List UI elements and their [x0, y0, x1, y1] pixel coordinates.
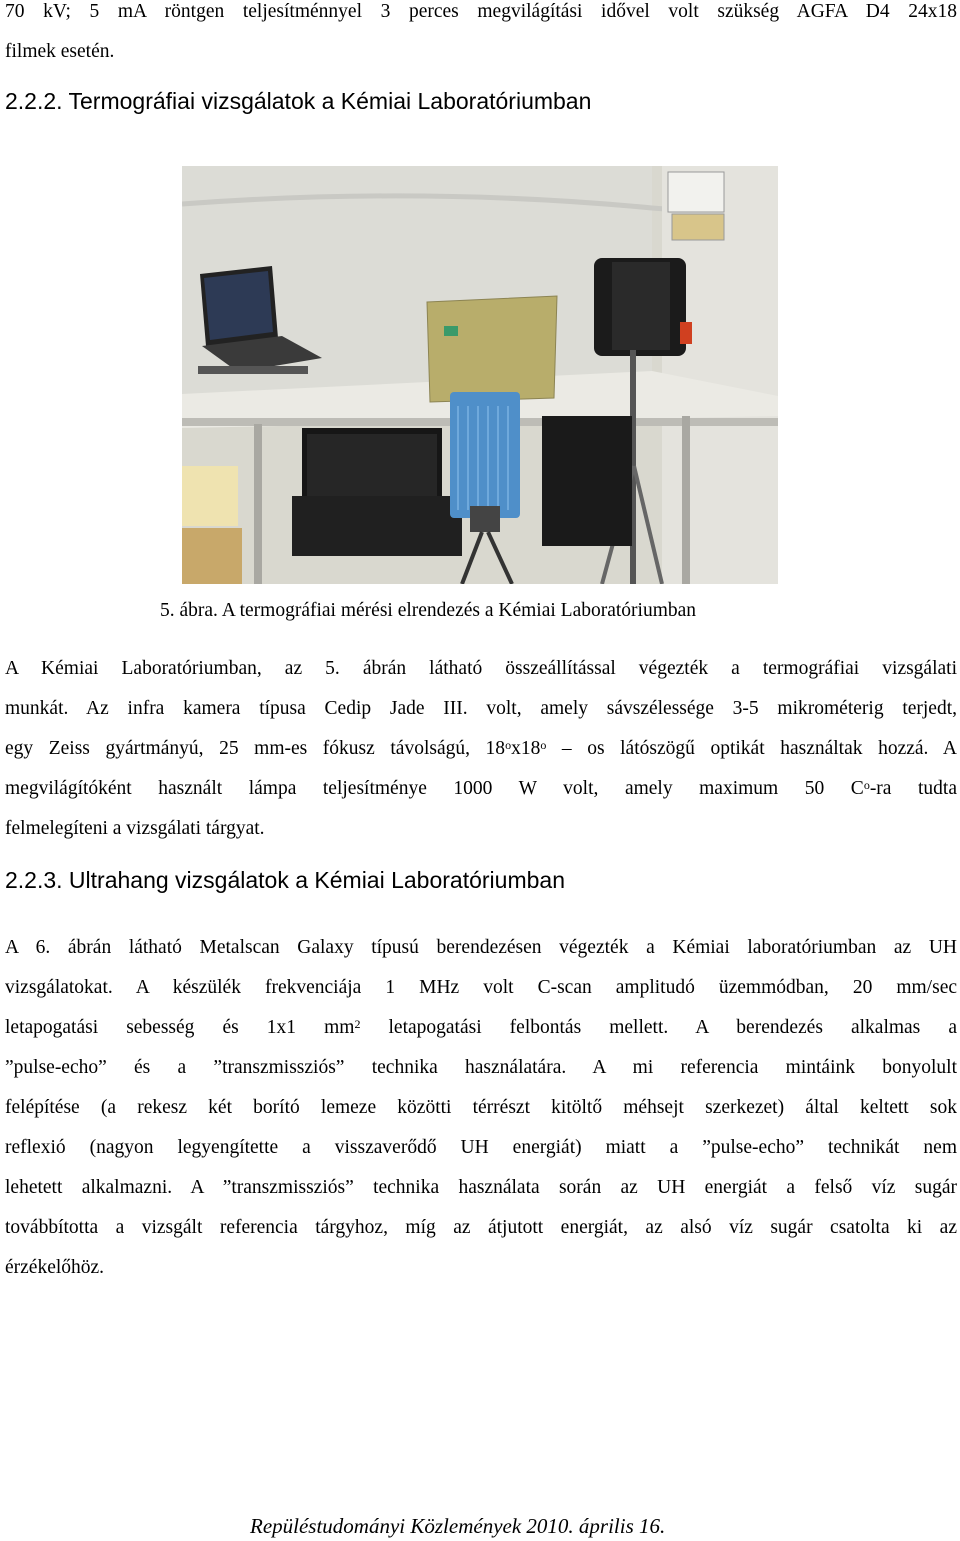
para2-line-3 [5, 1008, 957, 1048]
figure-caption: 5. ábra. A termográfiai mérési elrendezés a Kémiai Laboratóriumban [160, 600, 697, 621]
paragraph-ultrasound [5, 928, 957, 1288]
para1-line-4-b: -ra tudta [869, 778, 957, 799]
para2-line-6: reflexió (nagyon legyengítette a visszaverődő UH energiát) miatt a ”pulse-echo” technikát nem [5, 1137, 957, 1158]
para2-line-9: érzékelőhöz. [5, 1257, 105, 1278]
para1-line-1: A Kémiai Laboratóriumban, az 5. ábrán látható összeállítással végezték a termográfiai vizsgálati [5, 658, 957, 679]
para1-line-3-a: egy Zeiss gyártmányú, 25 mm-es fókusz távolságú, 18 [5, 738, 506, 759]
para2-line-3-b: letapogatási felbontás mellett. A berendezés alkalmas a [360, 1017, 957, 1038]
para1-line-3-c: – os látószögű optikát használtak hozzá. A [546, 738, 957, 759]
para1-line-2: munkát. Az infra kamera típusa Cedip Jade III. volt, amely sávszélessége 3-5 mikrométerig terjedt, [5, 698, 957, 719]
para2-line-4: ”pulse-echo” és a ”transzmissziós” technika használatára. A mi referencia mintáink bonyolult [5, 1057, 957, 1078]
para1-line-3 [5, 729, 957, 769]
intro-line-1: 70 kV; 5 mA röntgen teljesítménnyel 3 perces megvilágítási idővel volt szükség AGFA D4 24x18 [5, 1, 957, 22]
para2-line-5: felépítése (a rekesz két borító lemeze közötti térrészt kitöltő méhsejt szerkezet) által keltett sok [5, 1097, 957, 1118]
para1-line-3-b: x18 [511, 738, 541, 759]
para2-line-3-a: letapogatási sebesség és 1x1 mm [5, 1017, 355, 1038]
degree-sup-1: o [505, 738, 512, 752]
para1-line-4 [5, 769, 957, 809]
para2-line-2: vizsgálatokat. A készülék frekvenciája 1 MHz volt C-scan amplitudó üzemmódban, 20 mm/sec [5, 977, 957, 998]
paragraph-thermography [5, 649, 957, 849]
degree-sup-3: o [863, 778, 870, 792]
squared-sup: 2 [354, 1017, 361, 1031]
section-heading-2-2-3: 2.2.3. Ultrahang vizsgálatok a Kémiai Laboratóriumban [5, 867, 565, 893]
para2-line-1: A 6. ábrán látható Metalscan Galaxy típusú berendezésen végezték a Kémiai laboratóriumban az UH [5, 937, 957, 958]
para2-line-7: lehetett alkalmazni. A ”transzmissziós” technika használata során az UH energiát a felső víz sugár [5, 1177, 957, 1198]
degree-sup-2: o [540, 738, 547, 752]
intro-line-2: filmek esetén. [5, 41, 115, 62]
thermography-setup-photo [182, 166, 778, 584]
intro-paragraph [5, 0, 957, 72]
para1-line-5: felmelegíteni a vizsgálati tárgyat. [5, 818, 265, 839]
para1-line-4-a: megvilágítóként használt lámpa teljesítménye 1000 W volt, amely maximum 50 C [5, 778, 864, 799]
para2-line-8: továbbította a vizsgált referencia tárgyhoz, míg az átjutott energiát, az alsó víz sugár csatolta ki az [5, 1217, 957, 1238]
page-footer: Repüléstudományi Közlemények 2010. április 16. [250, 1514, 666, 1538]
section-heading-2-2-2: 2.2.2. Termográfiai vizsgálatok a Kémiai Laboratóriumban [5, 88, 592, 114]
